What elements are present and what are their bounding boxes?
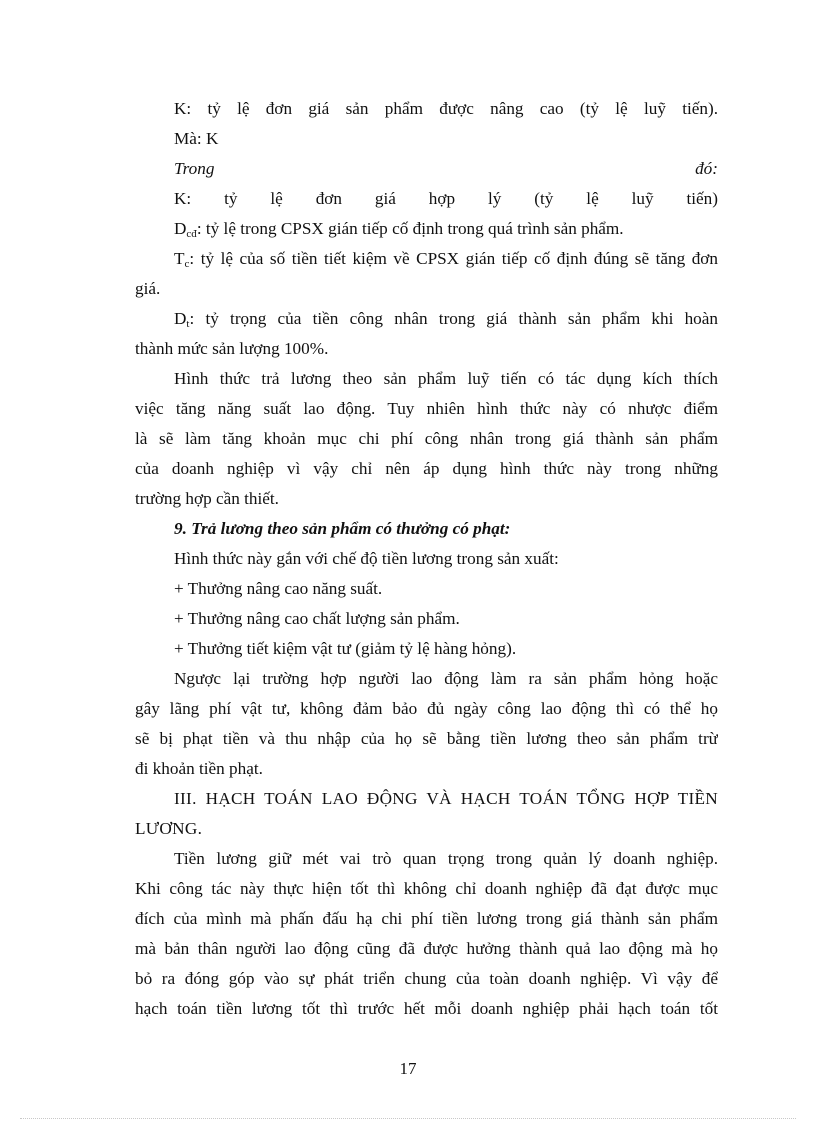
paragraph-line [135,244,718,274]
paragraph-line: việc tăng năng suất lao động. Tuy nhiên hình thức này có nhược điểm [135,399,718,418]
paragraph-line: bỏ ra đóng góp vào sự phát triển chung của toàn doanh nghiệp. Vì vậy để [135,969,718,988]
paragraph-line: Hình thức này gắn với chế độ tiền lương trong sản xuất: [174,549,559,568]
bullet-item: + Thưởng nâng cao chất lượng sản phẩm. [174,609,460,628]
variable-subscript: t [186,318,190,330]
page-body [135,94,718,1024]
variable-symbol: D [174,219,187,238]
do-word: đó: [695,159,718,178]
section-heading: 9. Trả lương theo sản phẩm có thưởng có phạt: [174,519,511,538]
paragraph-line: là sẽ làm tăng khoản mục chi phí công nhân trong giá thành sản phẩm [135,429,718,448]
paragraph-line: đích của mình mà phấn đấu hạ chi phí tiền lương trong giá thành sản phẩm [135,909,718,928]
variable-symbol: D [174,309,187,328]
paragraph-line: Mà: K [174,129,219,148]
bullet-item: + Thưởng tiết kiệm vật tư (giảm tỷ lệ hàng hỏng). [174,639,517,658]
variable-subscript: cđ [186,228,197,240]
paragraph-line [135,154,718,184]
paragraph-line: hạch toán tiền lương tốt thì trước hết mỗi doanh nghiệp phải hạch toán tốt [135,999,718,1018]
paragraph-line: gây lãng phí vật tư, không đảm bảo đủ ngày công lao động thì có thể họ [135,699,718,718]
variable-symbol: T [174,249,185,268]
variable-subscript: c [184,258,190,270]
paragraph-line [135,304,718,334]
footer-divider [20,1118,796,1119]
chapter-heading: III. HẠCH TOÁN LAO ĐỘNG VÀ HẠCH TOÁN TỔNG HỢP TIỀN [174,789,718,808]
definition-text: : tỷ lệ trong CPSX gián tiếp cố định trong quá trình sản phẩm. [196,219,624,238]
paragraph-line: Hình thức trả lương theo sản phẩm luỹ tiến có tác dụng kích thích [174,369,718,388]
paragraph-line [135,214,718,244]
paragraph-line: trường hợp cần thiết. [135,489,279,508]
paragraph-line: K: tỷ lệ đơn giá hợp lý (tỷ lệ luỹ tiến) [174,189,718,208]
paragraph-line: Khi công tác này thực hiện tốt thì không chỉ doanh nghiệp đã đạt được mục [135,879,718,898]
paragraph-line: sẽ bị phạt tiền và thu nhập của họ sẽ bằng tiền lương theo sản phẩm trừ [135,729,718,748]
paragraph-line: đi khoản tiền phạt. [135,759,263,778]
trong-word: Trong [174,159,215,178]
paragraph-line: của doanh nghiệp vì vậy chỉ nên áp dụng hình thức này trong những [135,459,718,478]
definition-text: : tỷ trọng của tiền công nhân trong giá thành sản phẩm khi hoàn [189,309,718,328]
paragraph-line: K: tỷ lệ đơn giá sản phẩm được nâng cao (tỷ lệ luỹ tiến). [174,99,718,118]
page-number: 17 [399,1059,417,1078]
paragraph-line: Ngược lại trường hợp người lao động làm ra sản phẩm hỏng hoặc [174,669,718,688]
definition-text: : tỷ lệ của số tiền tiết kiệm về CPSX gián tiếp cố định đúng sẽ tăng đơn [189,249,718,268]
paragraph-line: thành mức sản lượng 100%. [135,339,329,358]
paragraph-line: giá. [135,279,161,298]
paragraph-line: mà bản thân người lao động cũng đã được hưởng thành quả lao động mà họ [135,939,718,958]
bullet-item: + Thưởng nâng cao năng suất. [174,579,383,598]
chapter-heading-continued: LƯƠNG. [135,819,203,838]
paragraph-line: Tiền lương giữ mét vai trò quan trọng trong quản lý doanh nghiệp. [174,849,718,868]
